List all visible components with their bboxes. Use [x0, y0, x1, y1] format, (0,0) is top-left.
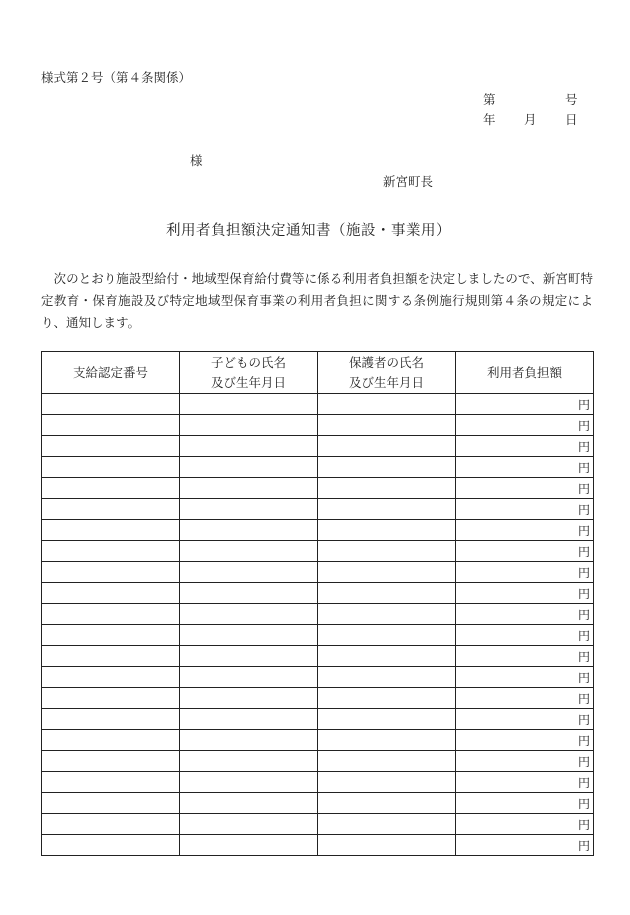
yen-unit: 円 [577, 397, 590, 412]
cell-guardian-name[interactable] [318, 730, 456, 751]
table-row [42, 499, 594, 520]
yen-unit: 円 [577, 670, 590, 685]
cell-certification-number[interactable] [42, 499, 180, 520]
cell-certification-number[interactable] [42, 478, 180, 499]
yen-unit: 円 [577, 775, 590, 790]
cell-child-name[interactable] [180, 394, 318, 415]
header-child-name [180, 352, 318, 394]
date-day-label: 日 [565, 112, 578, 127]
cell-certification-number[interactable] [42, 583, 180, 604]
cell-certification-number[interactable] [42, 709, 180, 730]
cell-certification-number[interactable] [42, 604, 180, 625]
cell-guardian-name[interactable] [318, 688, 456, 709]
yen-unit: 円 [577, 754, 590, 769]
cell-child-name[interactable] [180, 772, 318, 793]
table-row [42, 436, 594, 457]
yen-unit: 円 [577, 460, 590, 475]
table-header-row [42, 352, 594, 394]
table-row [42, 541, 594, 562]
yen-unit: 円 [577, 418, 590, 433]
cell-guardian-name[interactable] [318, 478, 456, 499]
yen-unit: 円 [577, 565, 590, 580]
cell-fee-amount[interactable] [456, 541, 594, 562]
cell-guardian-name[interactable] [318, 436, 456, 457]
yen-unit: 円 [577, 439, 590, 454]
date-year-label: 年 [483, 112, 496, 127]
header-fee-amount-label: 利用者負担額 [486, 364, 562, 380]
cell-fee-amount[interactable] [456, 772, 594, 793]
cell-fee-amount[interactable] [456, 499, 594, 520]
cell-guardian-name[interactable] [318, 583, 456, 604]
cell-guardian-name[interactable] [318, 394, 456, 415]
fee-table [41, 351, 594, 856]
cell-guardian-name[interactable] [318, 751, 456, 772]
cell-certification-number[interactable] [42, 667, 180, 688]
cell-certification-number[interactable] [42, 814, 180, 835]
cell-child-name[interactable] [180, 541, 318, 562]
cell-fee-amount[interactable] [456, 604, 594, 625]
cell-fee-amount[interactable] [456, 415, 594, 436]
table-row [42, 793, 594, 814]
cell-guardian-name[interactable] [318, 772, 456, 793]
form-number: 様式第２号（第４条関係） [41, 70, 192, 85]
table-row [42, 667, 594, 688]
cell-fee-amount[interactable] [456, 688, 594, 709]
cell-child-name[interactable] [180, 730, 318, 751]
yen-unit: 円 [577, 586, 590, 601]
header-guardian-name-line2: 及び生年月日 [348, 374, 424, 390]
cell-fee-amount[interactable] [456, 583, 594, 604]
yen-unit: 円 [577, 523, 590, 538]
yen-unit: 円 [577, 817, 590, 832]
issuer: 新宮町長 [383, 174, 434, 189]
cell-fee-amount[interactable] [456, 646, 594, 667]
table-row [42, 583, 594, 604]
yen-unit: 円 [577, 628, 590, 643]
cell-child-name[interactable] [180, 814, 318, 835]
cell-certification-number[interactable] [42, 457, 180, 478]
cell-child-name[interactable] [180, 688, 318, 709]
cell-child-name[interactable] [180, 499, 318, 520]
table-row [42, 520, 594, 541]
yen-unit: 円 [577, 481, 590, 496]
cell-child-name[interactable] [180, 562, 318, 583]
cell-child-name[interactable] [180, 415, 318, 436]
doc-number-prefix: 第 [483, 92, 496, 107]
cell-child-name[interactable] [180, 667, 318, 688]
cell-guardian-name[interactable] [318, 814, 456, 835]
header-child-name-line1: 子どもの氏名 [210, 354, 286, 370]
cell-certification-number[interactable] [42, 436, 180, 457]
table-row [42, 457, 594, 478]
yen-unit: 円 [577, 838, 590, 853]
cell-certification-number[interactable] [42, 394, 180, 415]
cell-guardian-name[interactable] [318, 562, 456, 583]
cell-guardian-name[interactable] [318, 415, 456, 436]
yen-unit: 円 [577, 691, 590, 706]
header-guardian-name [318, 352, 456, 394]
cell-fee-amount[interactable] [456, 835, 594, 856]
table-row [42, 415, 594, 436]
cell-fee-amount[interactable] [456, 394, 594, 415]
cell-guardian-name[interactable] [318, 835, 456, 856]
yen-unit: 円 [577, 796, 590, 811]
table-row [42, 688, 594, 709]
yen-unit: 円 [577, 544, 590, 559]
yen-unit: 円 [577, 712, 590, 727]
cell-child-name[interactable] [180, 520, 318, 541]
table-row [42, 562, 594, 583]
cell-fee-amount[interactable] [456, 562, 594, 583]
cell-guardian-name[interactable] [318, 499, 456, 520]
cell-child-name[interactable] [180, 457, 318, 478]
cell-guardian-name[interactable] [318, 793, 456, 814]
table-row [42, 772, 594, 793]
cell-certification-number[interactable] [42, 730, 180, 751]
header-guardian-name-line1: 保護者の氏名 [348, 354, 424, 370]
cell-certification-number[interactable] [42, 562, 180, 583]
cell-guardian-name[interactable] [318, 709, 456, 730]
cell-child-name[interactable] [180, 604, 318, 625]
cell-child-name[interactable] [180, 646, 318, 667]
table-row [42, 751, 594, 772]
yen-unit: 円 [577, 733, 590, 748]
addressee-suffix: 様 [190, 153, 203, 168]
yen-unit: 円 [577, 649, 590, 664]
cell-guardian-name[interactable] [318, 457, 456, 478]
header-certification-number [42, 352, 180, 394]
header-child-name-line2: 及び生年月日 [210, 374, 286, 390]
cell-guardian-name[interactable] [318, 646, 456, 667]
cell-fee-amount[interactable] [456, 625, 594, 646]
table-row [42, 478, 594, 499]
cell-certification-number[interactable] [42, 751, 180, 772]
cell-fee-amount[interactable] [456, 709, 594, 730]
cell-fee-amount[interactable] [456, 667, 594, 688]
header-certification-number-label: 支給認定番号 [72, 364, 148, 380]
cell-certification-number[interactable] [42, 646, 180, 667]
table-row [42, 730, 594, 751]
cell-fee-amount[interactable] [456, 751, 594, 772]
cell-certification-number[interactable] [42, 688, 180, 709]
cell-guardian-name[interactable] [318, 604, 456, 625]
table-row [42, 814, 594, 835]
date-month-label: 月 [524, 112, 537, 127]
cell-guardian-name[interactable] [318, 667, 456, 688]
cell-fee-amount[interactable] [456, 457, 594, 478]
cell-certification-number[interactable] [42, 835, 180, 856]
cell-guardian-name[interactable] [318, 541, 456, 562]
cell-child-name[interactable] [180, 583, 318, 604]
cell-certification-number[interactable] [42, 625, 180, 646]
cell-child-name[interactable] [180, 478, 318, 499]
body-text: 次のとおり施設型給付・地域型保育給付費等に係る利用者負担額を決定しましたので、新宮町特定教育・保育施設及び特定地域型保育事業の利用者負担に関する条例施行規則第４条の規定により、通知します。 [41, 271, 593, 330]
cell-fee-amount[interactable] [456, 478, 594, 499]
document-title: 利用者負担額決定通知書（施設・事業用） [166, 223, 451, 239]
cell-child-name[interactable] [180, 751, 318, 772]
cell-certification-number[interactable] [42, 520, 180, 541]
yen-unit: 円 [577, 502, 590, 517]
yen-unit: 円 [577, 607, 590, 622]
cell-guardian-name[interactable] [318, 520, 456, 541]
cell-certification-number[interactable] [42, 793, 180, 814]
cell-child-name[interactable] [180, 709, 318, 730]
cell-fee-amount[interactable] [456, 814, 594, 835]
table-row [42, 604, 594, 625]
cell-fee-amount[interactable] [456, 520, 594, 541]
cell-guardian-name[interactable] [318, 625, 456, 646]
table-row [42, 646, 594, 667]
cell-certification-number[interactable] [42, 415, 180, 436]
cell-certification-number[interactable] [42, 541, 180, 562]
doc-number-suffix: 号 [565, 92, 578, 107]
table-row [42, 835, 594, 856]
header-fee-amount [456, 352, 594, 394]
table-row [42, 709, 594, 730]
table-row [42, 625, 594, 646]
table-row [42, 394, 594, 415]
cell-child-name[interactable] [180, 625, 318, 646]
cell-fee-amount[interactable] [456, 730, 594, 751]
cell-child-name[interactable] [180, 436, 318, 457]
cell-fee-amount[interactable] [456, 793, 594, 814]
cell-child-name[interactable] [180, 835, 318, 856]
cell-certification-number[interactable] [42, 772, 180, 793]
cell-fee-amount[interactable] [456, 436, 594, 457]
cell-child-name[interactable] [180, 793, 318, 814]
